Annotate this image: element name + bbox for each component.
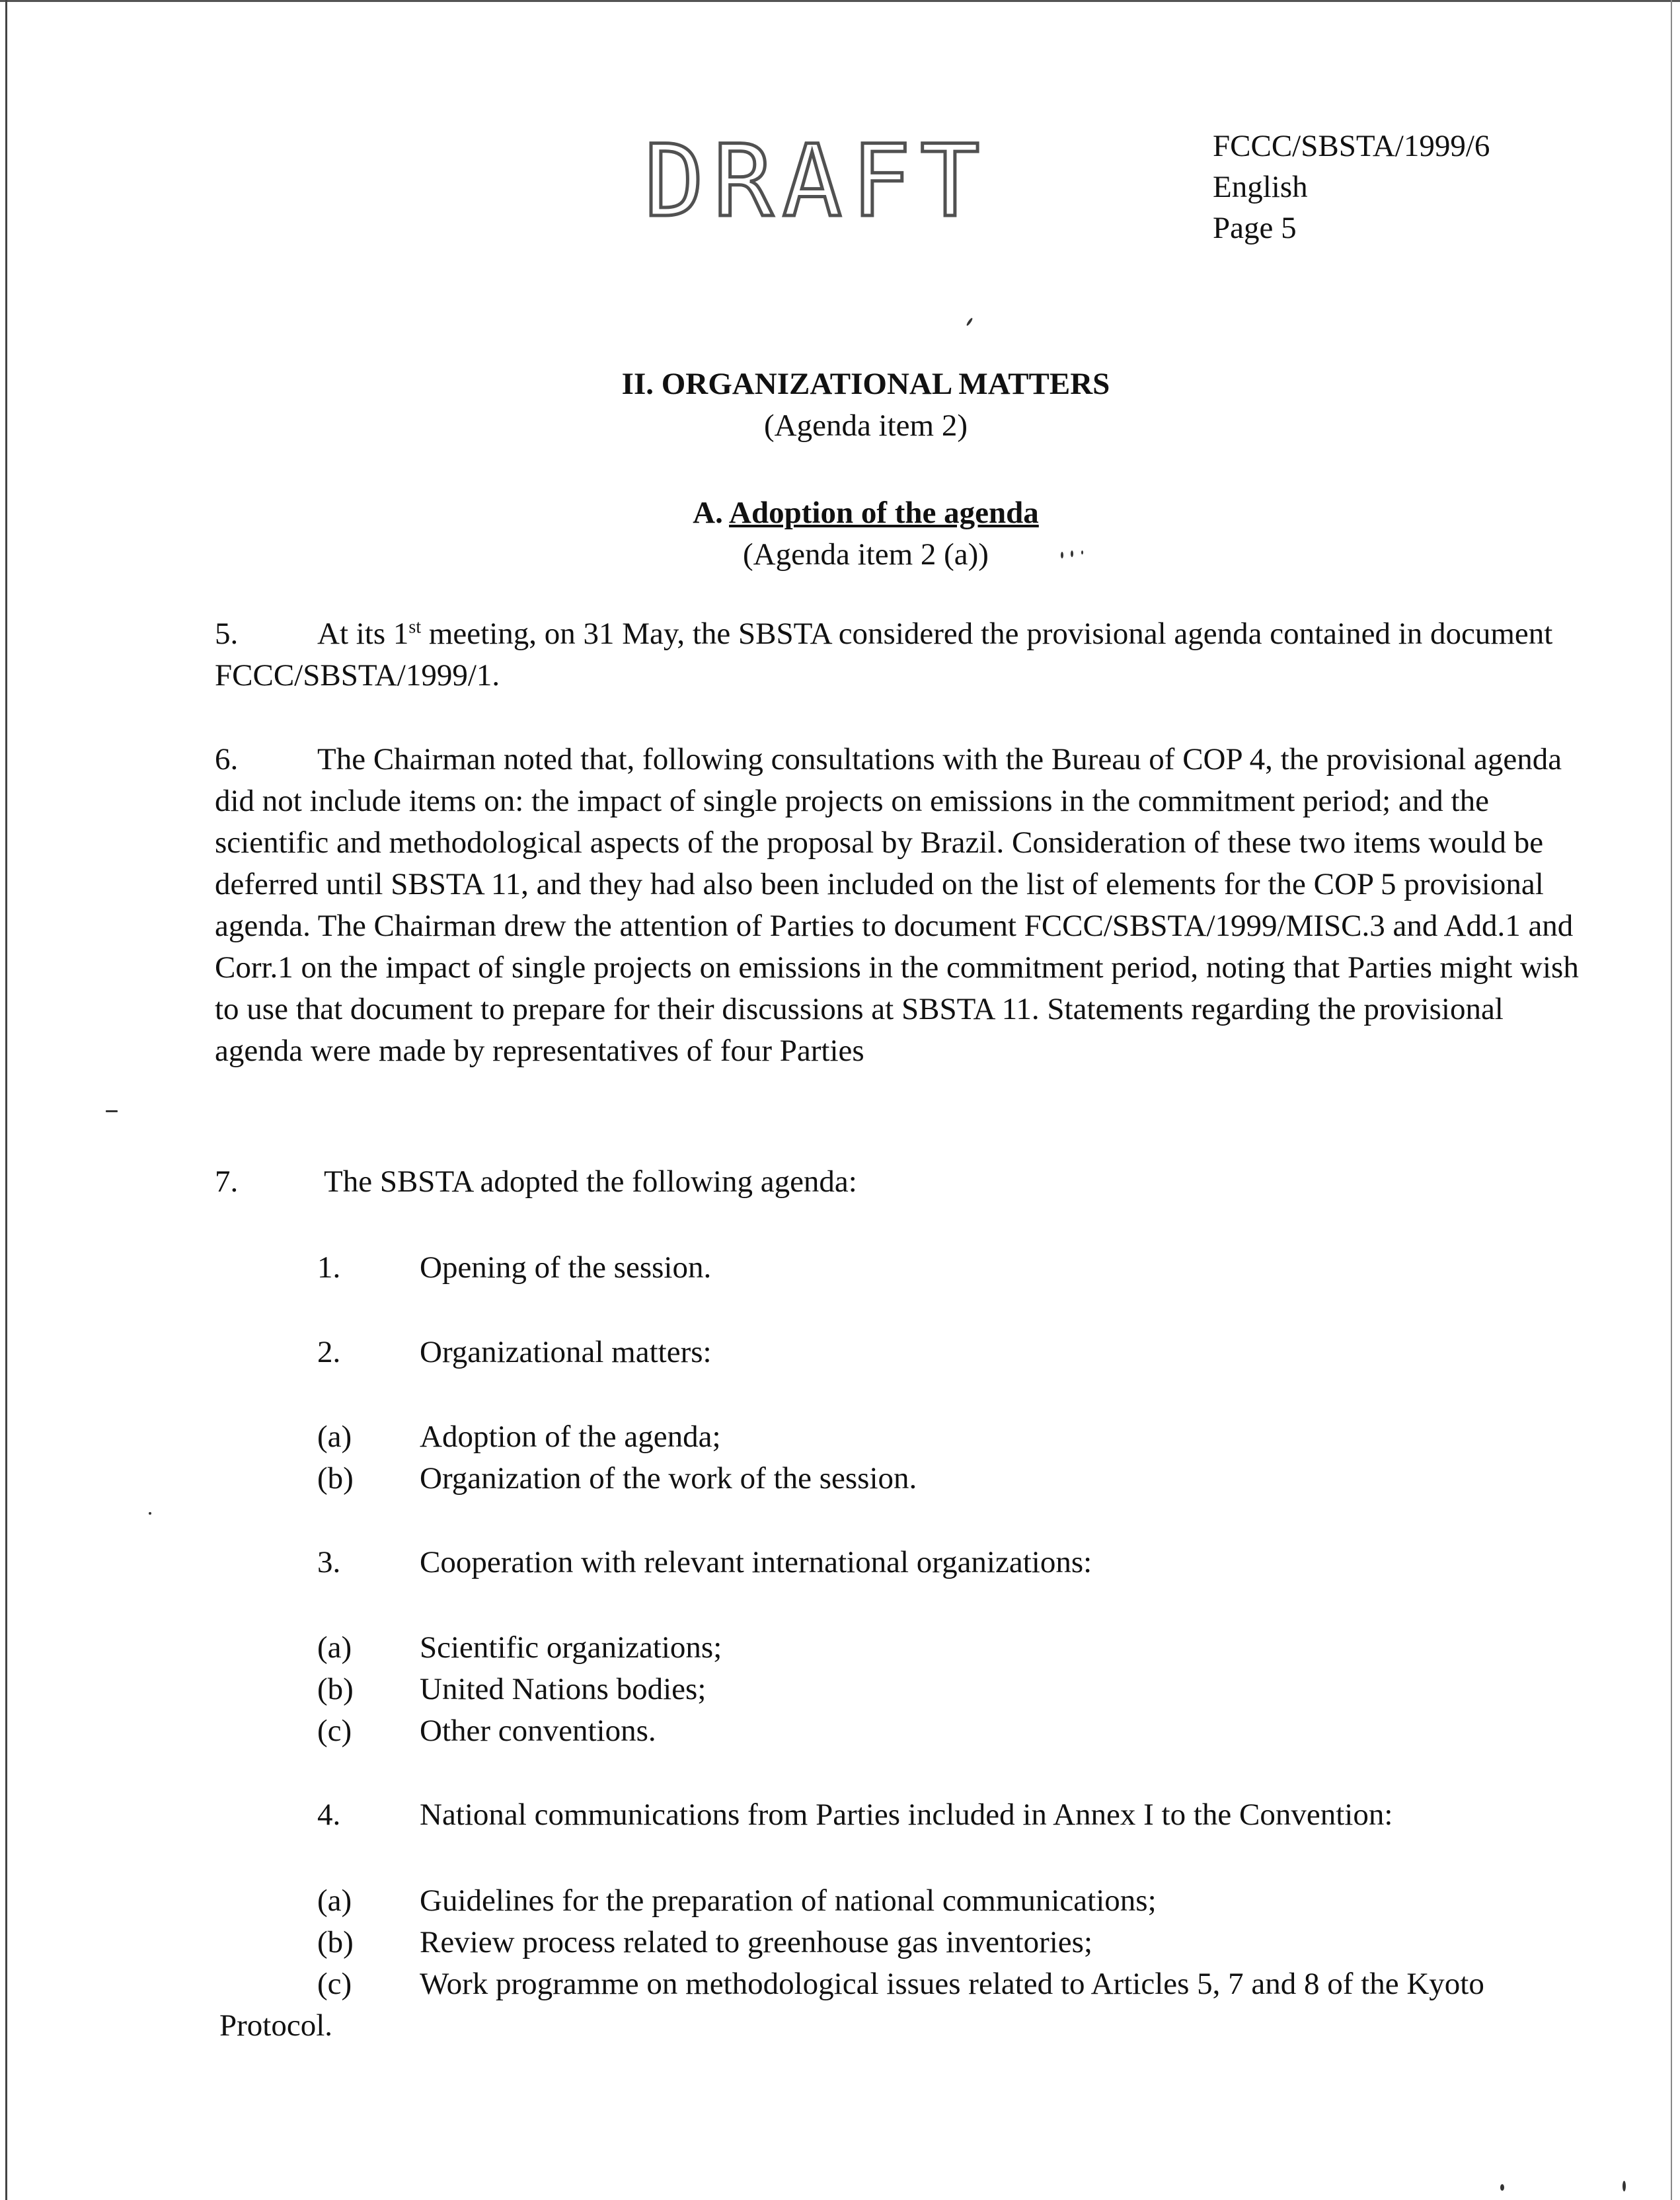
agenda-subitem-letter: (b) — [317, 1461, 354, 1496]
agenda-subitem-letter: (a) — [317, 1630, 352, 1665]
paragraph-text-cont: meeting, on 31 May, the SBSTA considered the provisional agenda contained in document FCCC/SBSTA/1999/1. — [215, 617, 1553, 693]
paragraph-6 — [215, 739, 1596, 1072]
section-title: II. ORGANIZATIONAL MATTERS — [621, 367, 1110, 401]
agenda-subitem-text: Work programme on methodological issues related to Articles 5, 7 and 8 of the Kyoto — [420, 1967, 1484, 2001]
agenda-subitem-text: Review process related to greenhouse gas inventories; — [420, 1925, 1093, 1959]
paragraph-text: The Chairman noted that, following consultations with the Bureau of COP 4, the provisional agenda did not include items on: the impact of single projects on emissions in the commitment period; and the scientific and methodological aspects of the proposal by Brazil. Consideration of these two items would be deferred until SBSTA 11, and they had also been included on the list of elements for the COP 5 provisional agenda. The Chairman drew the attention of Parties to document FCCC/SBSTA/1999/MISC.3 and Add.1 and Corr.1 on the impact of single projects on emissions in the commitment period, noting that Parties might wish to use that document to prepare for their discussions at SBSTA 11. Statements regarding the provisional agenda were made by representatives of four Parties — [215, 742, 1579, 1068]
paragraph-text: The SBSTA adopted the following agenda: — [324, 1164, 857, 1199]
draft-stamp: DRAFT — [644, 124, 989, 239]
scan-speck — [1081, 550, 1083, 554]
scan-edge-left — [5, 0, 7, 2200]
scan-speck — [1500, 2184, 1504, 2191]
agenda-item-number: 2. — [317, 1335, 341, 1369]
agenda-item-number: 4. — [317, 1798, 341, 1832]
scan-speck — [106, 1110, 118, 1112]
subsection-title — [0, 492, 1680, 534]
agenda-subitem-text: Scientific organizations; — [420, 1630, 722, 1665]
agenda-item-text: National communications from Parties included in Annex I to the Convention: — [420, 1798, 1393, 1832]
agenda-subitem-continuation: Protocol. — [219, 2008, 333, 2043]
ordinal-suffix: st — [408, 617, 422, 638]
agenda-subitem-letter: (b) — [317, 1925, 354, 1959]
agenda-item-text: Opening of the session. — [420, 1250, 712, 1285]
paragraph-7 — [215, 1161, 1596, 1203]
subsection-agenda-ref: (Agenda item 2 (a)) — [743, 537, 989, 572]
paragraph-number: 6. — [215, 742, 239, 777]
agenda-subitem-letter: (a) — [317, 1420, 352, 1454]
scan-speck — [1623, 2181, 1626, 2191]
section-agenda-ref: (Agenda item 2) — [763, 408, 968, 443]
scan-edge-right — [1671, 0, 1672, 2200]
scan-speck — [966, 317, 973, 326]
scan-speck — [1071, 550, 1073, 557]
subsection-letter: A. — [693, 496, 723, 530]
agenda-subitem-text: Guidelines for the preparation of national communications; — [420, 1883, 1157, 1918]
scan-speck — [149, 1512, 151, 1515]
agenda-item-text: Organizational matters: — [420, 1335, 712, 1369]
document-symbol: FCCC/SBSTA/1999/6 — [1213, 129, 1490, 163]
paragraph-number: 7. — [215, 1164, 239, 1199]
paragraph-number: 5. — [215, 617, 239, 651]
agenda-subitem-letter: (a) — [317, 1883, 352, 1918]
agenda-subitem-text: United Nations bodies; — [420, 1672, 706, 1706]
paragraph-5 — [215, 613, 1596, 697]
agenda-item-number: 3. — [317, 1545, 341, 1579]
agenda-item-text: Cooperation with relevant international organizations: — [420, 1545, 1092, 1579]
scan-speck — [1061, 552, 1063, 558]
document-language: English — [1213, 170, 1308, 204]
agenda-subitem-letter: (c) — [317, 1714, 352, 1748]
scan-edge-top — [0, 0, 1680, 2]
paragraph-text: At its 1 — [317, 617, 409, 651]
subsection-title-text: Adoption of the agenda — [729, 496, 1039, 530]
agenda-subitem-text: Other conventions. — [420, 1714, 656, 1748]
agenda-subitem-letter: (c) — [317, 1967, 352, 2001]
page-number: Page 5 — [1213, 211, 1297, 245]
agenda-item-number: 1. — [317, 1250, 341, 1285]
agenda-subitem-text: Organization of the work of the session. — [420, 1461, 917, 1496]
document-reference — [1213, 126, 1490, 248]
agenda-subitem-letter: (b) — [317, 1672, 354, 1706]
agenda-subitem-text: Adoption of the agenda; — [420, 1420, 721, 1454]
